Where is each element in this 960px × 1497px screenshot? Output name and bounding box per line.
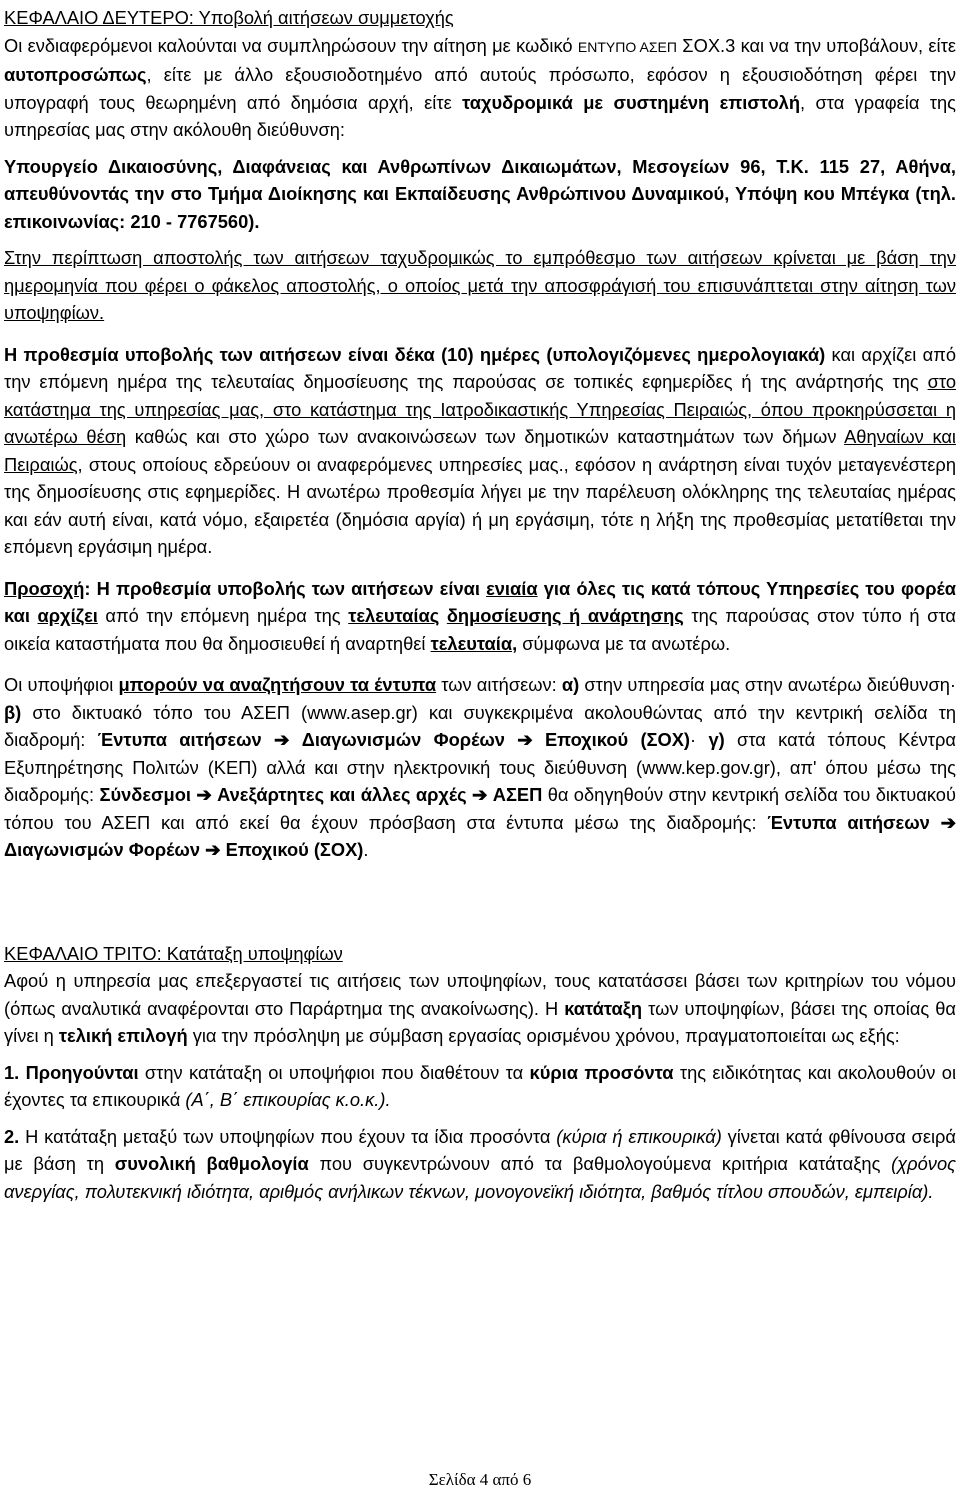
- arrow-right-icon: ➔: [196, 784, 212, 805]
- ch3-item-2: 2. Η κατάταξη μεταξύ των υποψηφίων που έχουν τα ίδια προσόντα (κύρια ή επικουρικά) γίνεται κατά φθίνουσα σειρά με βάση τη συνολική βαθμολογία που συγκεντρώνουν από τα βαθμολογούμενα κριτήρια κατάταξης (χρόνος ανεργίας, πολυτεκνική ιδιότητα, αριθμός ανήλικων τέκνων, μονογονεϊκή ιδιότητα, βαθμός τίτλου σπουδών, εμπειρία).: [4, 1125, 957, 1202]
- chapter-2-title: ΚΕΦΑΛΑΙΟ ΔΕΥΤΕΡΟ: Υποβολή αιτήσεων συμμετοχής: [4, 7, 454, 28]
- ch2-postal-note: Στην περίπτωση αποστολής των αιτήσεων ταχυδρομικώς το εμπρόθεσμο των αιτήσεων κρίνεται με βάση την ημερομηνία που φέρει ο φάκελος αποστολής, ο οποίος μετά την αποσφράγισή του επισυνάπτεται στην αίτηση των υποψηφίων.: [4, 247, 956, 323]
- arrow-right-icon: ➔: [940, 811, 956, 833]
- ch3-item-1: 1. Προηγούνται στην κατάταξη οι υποψήφιοι που διαθέτουν τα κύρια προσόντα της ειδικότητας και ακολουθούν οι έχοντες τα επικουρικά (Α΄, Β΄ επικουρίας κ.ο.κ.).: [4, 1061, 957, 1110]
- ch2-address: Υπουργείο Δικαιοσύνης, Διαφάνειας και Ανθρωπίνων Δικαιωμάτων, Μεσογείων 96, Τ.Κ. 115 27, Αθήνα, απευθύνοντάς την στο Τμήμα Διοίκησης και Εκπαίδευσης Ανθρώπινου Δυναμικού, Υπόψη κου Μπέγκα (τηλ. επικοινωνίας: 210 - 7767560).: [4, 155, 956, 232]
- document-page: [4, 0, 956, 1205]
- page-footer: Σελίδα 4 από 6: [428, 1470, 532, 1489]
- ch2-attention-paragraph: Προσοχή: Η προθεσμία υποβολής των αιτήσεων είναι ενιαία για όλες τις κατά τόπους Υπηρεσίες του φορέα και αρχίζει από την επόμενη ημέρα της τελευταίας δημοσίευσης ή ανάρτησης της παρούσας στον τύπο ή στα οικεία καταστήματα που θα δημοσιευθεί ή αναρτηθεί τελευταία, σύμφωνα με τα ανωτέρω.: [4, 577, 957, 654]
- chapter-3-title: ΚΕΦΑΛΑΙΟ ΤΡΙΤΟ: Κατάταξη υποψηφίων: [4, 942, 343, 964]
- ch2-deadline-paragraph: Η προθεσμία υποβολής των αιτήσεων είναι δέκα (10) ημέρες (υπολογιζόμενες ημερολογιακά) και αρχίζει από την επόμενη ημέρα της τελευταίας δημοσίευσης της παρούσας σε τοπικές εφημερίδες ή της ανάρτησής της στο κατάστημα της υπηρεσίας μας, στο κατάστημα της Ιατροδικαστικής Υπηρεσίας Πειραιώς, όπου προκηρύσσεται η ανωτέρω θέση καθώς και στο χώρο των ανακοινώσεων των δημοτικών καταστημάτων των δήμων Αθηναίων και Πειραιώς, στους οποίους εδρεύουν οι αναφερόμενες υπηρεσίες μας., εφόσον η ανάρτηση είναι τυχόν μεταγενέστερη της δημοσίευσης στις εφημερίδες. Η ανωτέρω προθεσμία λήγει με την παρέλευση ολόκληρης της τελευταίας ημέρας και εάν αυτή είναι, κατά νόμο, εξαιρετέα (δημόσια αργία) ή μη εργάσιμη, τότε η λήξη της προθεσμίας μετατίθεται την επόμενη εργάσιμη ημέρα.: [4, 343, 956, 557]
- ch3-intro-paragraph: Αφού η υπηρεσία μας επεξεργαστεί τις αιτήσεις των υποψηφίων, τους κατατάσσει βάσει των κριτηρίων του νόμου (όπως αναλυτικά αναφέρονται στο Παράρτημα της ανακοίνωσης). Η κατάταξη των υποψηφίων, βάσει της οποίας θα γίνει η τελική επιλογή για την πρόσληψη με σύμβαση εργασίας ορισμένου χρόνου, πραγματοποιείται ως εξής:: [4, 970, 956, 1046]
- arrow-right-icon: ➔: [517, 729, 533, 750]
- ch2-forms-paragraph: Οι υποψήφιοι μπορούν να αναζητήσουν τα έντυπα των αιτήσεων: α) στην υπηρεσία μας στην ανωτέρω διεύθυνση· β) στο δικτυακό τόπο του ΑΣΕΠ (www.asep.gr) και συγκεκριμένα ακολουθώντας από την κεντρική σελίδα τη διαδρομή: Έντυπα αιτήσεων ➔ Διαγωνισμών Φορέων ➔ Εποχικού (ΣΟΧ)· γ) στα κατά τόπους Κέντρα Εξυπηρέτησης Πολιτών (ΚΕΠ) αλλά και στην ηλεκτρονική τους διεύθυνση (www.kep.gov.gr), απ' όπου μέσω της διαδρομής: Σύνδεσμοι ➔ Ανεξάρτητες και άλλες αρχές ➔ ΑΣΕΠ θα οδηγηθούν στην κεντρική σελίδα του δικτυακού τόπου του ΑΣΕΠ και από εκεί θα έχουν πρόσβαση στα έντυπα μέσω της διαδρομής: Έντυπα αιτήσεων ➔ Διαγωνισμών Φορέων ➔ Εποχικού (ΣΟΧ).: [4, 674, 956, 860]
- ch2-paragraph-submission: Οι ενδιαφερόμενοι καλούνται να συμπληρώσουν την αίτηση με κωδικό ΕΝΤΥΠΟ ΑΣΕΠ ΣΟΧ.3 και να την υποβάλουν, είτε αυτοπροσώπως, είτε με άλλο εξουσιοδοτημένο από αυτούς πρόσωπο, εφόσον η εξουσιοδότηση φέρει την υπογραφή τους θεωρημένη από δημόσια αρχή, είτε ταχυδρομικά με συστημένη επιστολή, στα γραφεία της υπηρεσίας μας στην ακόλουθη διεύθυνση:: [4, 34, 956, 140]
- arrow-right-icon: ➔: [472, 784, 488, 805]
- arrow-right-icon: ➔: [205, 839, 221, 860]
- arrow-right-icon: ➔: [274, 729, 290, 750]
